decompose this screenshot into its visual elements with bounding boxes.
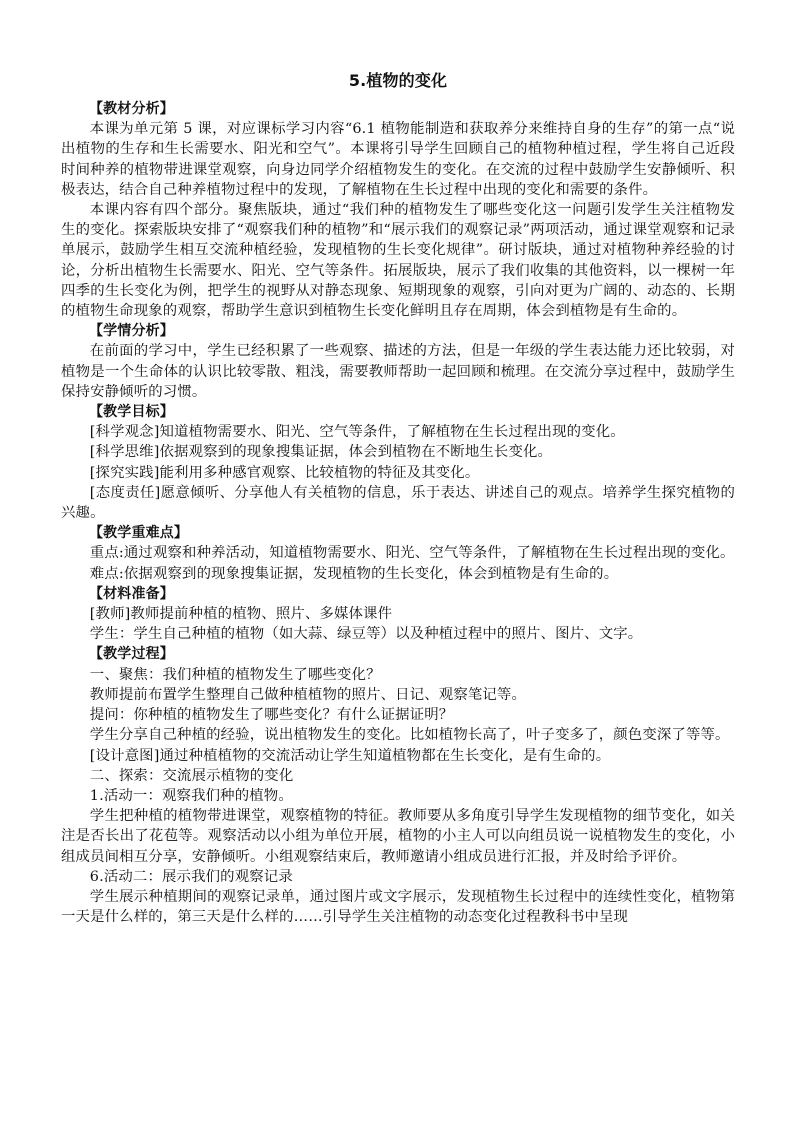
learner-paragraph: 在前面的学习中，学生已经积累了一些观察、描述的方法，但是一年级的学生表达能力还比较弱，对植物是一个生命体的认识比较零散、粗浅，需要教师帮助一起回顾和梳理。在交流分享过程中，鼓励学生保持安静倾听的习惯。 xyxy=(61,343,735,400)
learner-heading: 【学情分析】 xyxy=(89,323,174,340)
document-page xyxy=(61,70,735,927)
step-1-a: 教师提前布置学生整理自己做种植植物的照片、日记、观察笔记等。 xyxy=(89,686,527,703)
step-1-b: 提问：你种植的植物发生了哪些变化？有什么证据证明？ xyxy=(89,707,454,724)
material-student: 学生：学生自己种植的植物（如大蒜、绿豆等）以及种植过程中的照片、图片、文字。 xyxy=(89,626,643,643)
goal-science-concept: [科学观念]知道植物需要水、阳光、空气等条件，了解植物在生长过程出现的变化。 xyxy=(89,424,625,441)
material-teacher: [教师]教师提前种植的植物、照片、多媒体课件 xyxy=(89,606,393,623)
analysis-paragraph-1: 本课为单元第 5 课，对应课标学习内容“6.1 植物能制造和获取养分来维持自身的生存”的第一点“说出植物的生存和生长需要水、阳光和空气”。本课将引导学生回顾自己的植物种植过程，学生将自己近段时间种养的植物带进课堂观察，向身边同学介绍植物发生的变化。在交流的过程中鼓励学生安静倾听、积极表达，结合自己种养植物过程中的发现，了解植物在生长过程中出现的变化和需要的条件。 xyxy=(61,121,735,198)
goals-heading: 【教学目标】 xyxy=(89,404,174,421)
difficulty-point: 难点:依据观察到的现象搜集证据，发现植物的生长变化，体会到植物是有生命的。 xyxy=(89,565,619,582)
page-title: 5.植物的变化 xyxy=(348,71,448,90)
activity-1-title: 1.活动一：观察我们种的植物。 xyxy=(89,787,293,804)
step-1-title: 一、聚焦：我们种植的植物发生了哪些变化？ xyxy=(89,666,381,683)
process-heading: 【教学过程】 xyxy=(89,646,174,663)
analysis-paragraph-2: 本课内容有四个部分。聚焦版块，通过“我们种的植物发生了哪些变化这一问题引发学生关注植物发生的变化。探索版块安排了“观察我们种的植物”和“展示我们的观察记录”两项活动，通过课堂观察和记录单展示，鼓励学生相互交流种植经验，发现植物的生长变化规律”。研讨版块，通过对植物种养经验的讨论，分析出植物生长需要水、阳光、空气等条件。拓展版块，展示了我们收集的其他资料，以一棵树一年四季的生长变化为例，把学生的视野从对静态现象、短期现象的观察，引向对更为广阔的、动态的、长期的植物生命现象的观察，帮助学生意识到植物生长变化鲜明且存在周期，体会到植物是有生命的。 xyxy=(61,202,735,320)
materials-heading: 【材料准备】 xyxy=(89,585,174,602)
activity-2-paragraph: 学生展示种植期间的观察记录单，通过图片或文字展示，发现植物生长过程中的连续性变化，植物第一天是什么样的，第三天是什么样的……引导学生关注植物的动态变化过程教科书中呈现 xyxy=(61,888,735,926)
key-heading: 【教学重难点】 xyxy=(89,525,189,542)
activity-2-title: 6.活动二：展示我们的观察记录 xyxy=(89,868,293,885)
key-point: 重点:通过观察和种养活动，知道植物需要水、阳光、空气等条件，了解植物在生长过程出现的变化。 xyxy=(89,545,735,562)
goal-attitude: [态度责任]愿意倾听、分享他人有关植物的信息，乐于表达、讲述自己的观点。培养学生探究植物的兴趣。 xyxy=(61,484,735,522)
analysis-heading: 【教材分析】 xyxy=(89,101,174,117)
activity-1-paragraph: 学生把种植的植物带进课堂，观察植物的特征。教师要从多角度引导学生发现植物的细节变化，如关注是否长出了花苞等。观察活动以小组为单位开展，植物的小主人可以向组员说一说植物发生的变化，小组成员间相互分享，安静倾听。小组观察结束后，教师邀请小组成员进行汇报，并及时给予评价。 xyxy=(61,808,735,865)
step-1-c: 学生分享自己种植的经验，说出植物发生的变化。比如植物长高了，叶子变多了，颜色变深了等等。 xyxy=(89,727,730,744)
step-1-design: [设计意图]通过种植植物的交流活动让学生知道植物都在生长变化，是有生命的。 xyxy=(89,747,611,764)
step-2-title: 二、探索：交流展示植物的变化 xyxy=(89,767,294,784)
goal-inquiry-practice: [探究实践]能利用多种感官观察、比较植物的特征及其变化。 xyxy=(89,464,480,481)
goal-science-thinking: [科学思维]依据观察到的现象搜集证据，体会到植物在不断地生长变化。 xyxy=(89,444,553,461)
